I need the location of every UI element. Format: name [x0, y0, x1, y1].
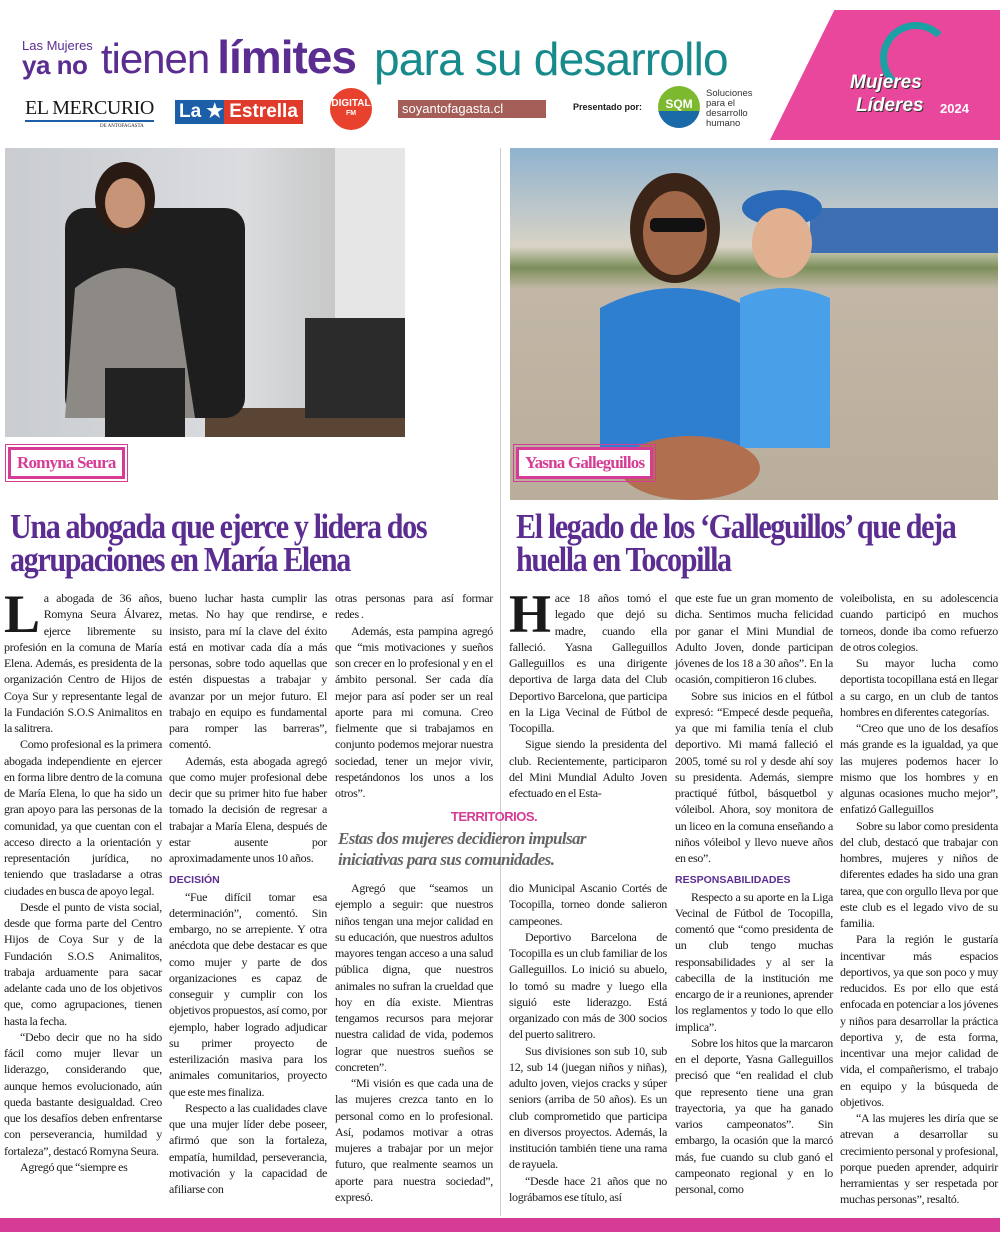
paragraph: [509, 1173, 667, 1206]
paragraph-text: “Creo que uno de los desafíos más grande es la igualdad, ya que las mujeres podemos hacer lo mismo que los hombres y en algunas ocasiones mucho mejor”, enfatizó Galleguillos: [840, 721, 998, 817]
digital-fm-logo: [330, 88, 372, 130]
header-kicker-rest: para su desarrollo: [373, 33, 728, 85]
header-kicker-tienen: tienen: [100, 35, 210, 82]
paragraph-text: “Mi visión es que cada una de las mujeres crezca tanto en lo personal como en lo profesional. Así, podamos motivar a otras mujeres a trabajar por un mejor futuro, que realmente seamos un aporte para nuestra sociedad”, expresó.: [335, 1076, 493, 1204]
el-mercurio-logo-sub: DE ANTOFAGASTA: [100, 124, 144, 129]
paragraph-text: a abogada de 36 años, Romyna Seura Álvarez, ejerce libremente su profesión en la comuna de María Elena. Además, es presidenta de la organización Centro de Hijos de Coya Sur y representante legal de la Fundación S.O.S Animalitos en la salitrera.: [4, 591, 162, 735]
sqm-tagline: Soluciones para el desarrollo humano: [706, 88, 753, 129]
paragraph-text: Sus divisiones son sub 10, sub 12, sub 14 (juegan niños y niñas), adulto joven, viejos cracks y súper seniors (arriba de 50 años). Es un club comprometido que participa en diversos proyectos. Además, la institución también tiene una rama de rayuela.: [509, 1043, 667, 1172]
paragraph: [4, 1029, 162, 1159]
paragraph-text: bueno luchar hasta cumplir las metas. No hay que rendirse, e insisto, para mí la clave del éxito está en motivar cada día a más personas, sobre todo aquellas que estén dispuestas a trabajar y avanzar por un mejor futuro. El trabajo en equipo es fundamental para romper las barreras”, comentó.: [169, 591, 327, 752]
paragraph: [675, 590, 833, 688]
paragraph: [335, 880, 493, 1075]
el-mercurio-logo: EL MERCURIO: [25, 97, 154, 122]
paragraph: [675, 688, 833, 867]
header-kicker-bold: ya no: [22, 50, 88, 80]
pullquote: [338, 809, 650, 870]
paragraph-text: Agregó que “seamos un ejemplo a seguir: que nuestros niños tengan una mejor calidad en su educación, que nuestros adultos mayores tengan acceso a una salud pública digna, que nuestros animales no sufran la crueldad que hoy en día existe. Mientras tengamos recursos para mejorar nuestra calidad de vida, podemos lograr que nuestros sueños se concreten”.: [335, 881, 493, 1074]
paragraph-text: voleibolista, en su adolescencia cuando participó en muchos torneos, donde iba como refuerzo de otros colegios.: [840, 591, 998, 654]
paragraph: [840, 931, 998, 1110]
paragraph: [840, 590, 998, 655]
sqm-logo: SQM: [658, 86, 700, 128]
paragraph-text: Además, esta pampina agregó que “mis motivaciones y sueños son crecer en lo profesional y en el ámbito personal. Ser cada día mejor para así poder ser un real aporte para mi comuna. Creo fielmente que si trabajamos en conjunto podemos mejorar nuestra sociedad, tener un mejor vivir, respetándonos los unos a los otros”.: [335, 623, 493, 800]
paragraph-text: otras personas para así formar redes .: [335, 591, 493, 622]
paragraph-text: “Desde hace 21 años que no lográbamos ese título, así: [509, 1173, 667, 1204]
drop-cap: L: [4, 584, 40, 644]
paragraph-text: Respecto a su aporte en la Liga Vecinal de Fútbol de Tocopilla, comentó que “como presidenta de un club tengo muchas responsabilidades y al ser la cabecilla de la institución me encargo de ir a reuniones, aprender los reglamentos y todo lo que ello implica”.: [675, 889, 833, 1034]
paragraph-text: Su mayor lucha como deportista tocopillana está en llegar a su cargo, en un club de tantos hombres en diferentes categorías.: [840, 656, 998, 719]
section-subheading: [169, 872, 327, 888]
section-subheading: [675, 872, 833, 888]
headline-romyna: Una abogada que ejerce y lidera dos agrupaciones en María Elena: [10, 507, 427, 579]
article-yasna-column-2: [675, 590, 833, 1197]
paragraph-text: Sobre su labor como presidenta del club, destacó que trabajar con hombres, mujeres y niños de diferentes edades ha sido una gran tarea, que con orgullo lleva por que este club es el legado vivo de su familia.: [840, 818, 998, 930]
paragraph: [675, 889, 833, 1035]
paragraph-text: Sobre los hitos que la marcaron en el deporte, Yasna Galleguillos precisó que “en realidad el club que represento tiene una gran trayectoria, ya que ha ganado varios campeonatos”. Sin embargo, la ocasión que la marcó más, fue cuando su club ganó el campeonato regional y en lo personal, como: [675, 1035, 833, 1196]
bottom-bar: [0, 1218, 1000, 1232]
header-kicker-stack: [22, 39, 93, 82]
paragraph-text: Desde el punto de vista social, desde que forma parte del Centro Hijos de Coya Sur y de la Fundación S.O.S Animalitos, trabaja arduamente para sacar adelante cada uno de los objetivos que, como agrupaciones, tienen hasta la fecha.: [4, 899, 162, 1028]
badge-line2: Líderes: [856, 95, 924, 116]
paragraph: [509, 929, 667, 1043]
badge-year: 2024: [940, 101, 969, 116]
paragraph: [335, 623, 493, 802]
article-romyna-column-1: [4, 584, 162, 1175]
paragraph: [169, 889, 327, 1100]
article-yasna-column-1-top: [509, 584, 667, 801]
article-yasna-column-1-bottom: [509, 880, 667, 1205]
paragraph-text: dio Municipal Ascanio Cortés de Tocopilla, torneo donde salieron campeones.: [509, 881, 667, 928]
paragraph-text: ace 18 años tomó el legado que dejó su madre, cuando ella falleció. Yasna Galleguillos Galleguillos es una dirigente deportiva de larga data del Club Deportivo Barcelona, que participa en la Liga Vecinal de Fútbol de Tocopilla.: [509, 591, 667, 735]
badge-line1: Mujeres: [850, 72, 922, 93]
paragraph-text: Respecto a las cualidades clave que una mujer líder debe poseer, afirmó que son la fortaleza, empatía, humildad, perseverancia, motivación y la capacidad de afiliarse con: [169, 1100, 327, 1196]
article-romyna-column-2: [169, 590, 327, 1197]
paragraph-text: “Debo decir que no ha sido fácil como mujer llevar un liderazgo, considerando que, aunque hemos evolucionado, aún queda bastante desigualdad. Creo que los desafíos deben enfrentarse con perseverancia, humildad y fortaleza”, destacó Romyna Seura.: [4, 1029, 162, 1158]
column-divider: [500, 148, 501, 1216]
paragraph: [509, 1043, 667, 1173]
paragraph-text: Sigue siendo la presidenta del club. Recientemente, participaron del Mini Mundial Adulto Joven efectuado en el Esta-: [509, 737, 667, 800]
paragraph: [509, 880, 667, 929]
paragraph-text: Agregó que “siempre es: [20, 1159, 128, 1174]
paragraph: [4, 899, 162, 1029]
photo-romyna-seura: [5, 148, 405, 437]
la-estrella-logo-la: La: [175, 100, 205, 124]
paragraph: [4, 1159, 162, 1175]
paragraph-text: Para la región le gustaría incentivar más espacios deportivos, ya que son poco y muy reducidos. Es por ello que está enfocada en potenciar a los jóvenes y niños para desarrollar la práctica deportiva y, de esta forma, incentivar una mejor calidad de vida, el compañerismo, el trabajo en equipo y la búsqueda de objetivos.: [840, 932, 998, 1109]
paragraph: [675, 1035, 833, 1198]
headline-yasna: El legado de los ‘Galleguillos’ que deja huella en Tocopilla: [516, 507, 956, 579]
paragraph-text: que este fue un gran momento de dicha. Sentimos mucha felicidad por ganar el Mini Mundial de Adulto Joven, donde participan jóvenes de los 18 a 30 años”. En la ocasión, compitieron 16 clubes.: [675, 591, 833, 687]
pullquote-text: Estas dos mujeres decidieron impulsar iniciativas para sus comunidades.: [338, 829, 586, 869]
paragraph: [169, 1100, 327, 1198]
la-estrella-logo-name: Estrella: [224, 100, 303, 124]
header-kicker: [22, 22, 728, 85]
header-kicker-limites: límites: [217, 31, 356, 83]
paragraph: [335, 1075, 493, 1205]
pullquote-kicker: TERRITORIOS.: [450, 809, 538, 824]
paragraph-text: Además, esta abogada agregó que como mujer profesional debe decir que su primer hito fue haber tomado la decisión de regresar a trabajar a María Elena, después de estar ausente por aproximadamente unos 10 años.: [169, 753, 327, 865]
paragraph: [169, 590, 327, 753]
paragraph: [509, 584, 667, 736]
la-estrella-logo: [175, 100, 303, 124]
paragraph: [335, 590, 493, 623]
soyantofagasta-logo: soyantofagasta.cl: [398, 100, 546, 118]
paragraph: [840, 1110, 998, 1208]
photo-romyna-illustration: [5, 148, 405, 437]
paragraph-text: Deportivo Barcelona de Tocopilla es un club familiar de los Galleguillos. Lo inició su abuelo, lo tomó su madre y luego ella siguió este liderazgo. Está organizado con más de 300 socios del puerto salitrero.: [509, 929, 667, 1042]
header-kicker-small: Las Mujeres: [22, 38, 93, 53]
paragraph-text: Como profesional es la primera abogada independiente en ejercer en forma libre dentro de la comuna de María Elena, lo que ha sido un gran apoyo para las personas de la comunidad, ya que cuentan con el acceso directo a la orientación y representación jurídica, no teniendo que trasladarse a otras ciudades en busca de apoyo legal.: [4, 737, 162, 898]
paragraph: [509, 736, 667, 801]
paragraph: [840, 818, 998, 932]
paragraph: [840, 655, 998, 720]
paragraph-text: DECISIÓN: [169, 874, 220, 887]
article-yasna-column-3: [840, 590, 998, 1208]
paragraph-text: “A las mujeres les diría que se atrevan a desarrollar su crecimiento personal y profesional, porque pueden aprender, adquirir herramientas y ser respetada por muchas personas”, resaltó.: [840, 1111, 998, 1207]
article-romyna-column-3-bottom: [335, 880, 493, 1205]
presented-by-label: Presentado por:: [573, 102, 643, 112]
paragraph-text: Sobre sus inicios en el fútbol expresó: “Empecé desde pequeña, ya que mi familia tenía el club deportivo. Mi mamá falleció el 2005, tomé su rol y desde ahí soy su presidenta. Además, siempre practiqué fútbol, básquetbol y vóleibol. Ahora, soy monitora de un liceo en la comuna enseñando a niños vóleibol y llevo nueve años en eso”.: [675, 688, 833, 865]
name-tag-romyna: Romyna Seura: [8, 447, 125, 479]
article-romyna-column-3-top: [335, 590, 493, 801]
digital-fm-logo-text: DIGITAL: [331, 98, 371, 109]
name-tag-yasna: Yasna Galleguillos: [516, 447, 653, 479]
paragraph: [4, 736, 162, 899]
paragraph: [169, 753, 327, 867]
paragraph: [4, 584, 162, 736]
paragraph-text: “Fue difícil tomar esa determinación”, comentó. Sin embargo, no se arrepiente. Y otra anécdota que debe destacar es que como mujer y parte de dos organizaciones es capaz de conseguir y cumplir con los objetivos propuestos, así como, por ejemplo, haber logrado adjudicar su primer proyecto de esterilización masiva para los animales comunitarios, proyecto que este mes finaliza.: [169, 889, 327, 1099]
drop-cap: H: [509, 584, 551, 644]
star-icon: ★: [206, 101, 224, 122]
paragraph: [840, 720, 998, 818]
paragraph-text: RESPONSABILIDADES: [675, 874, 791, 887]
digital-fm-logo-fm: FM: [345, 110, 357, 117]
